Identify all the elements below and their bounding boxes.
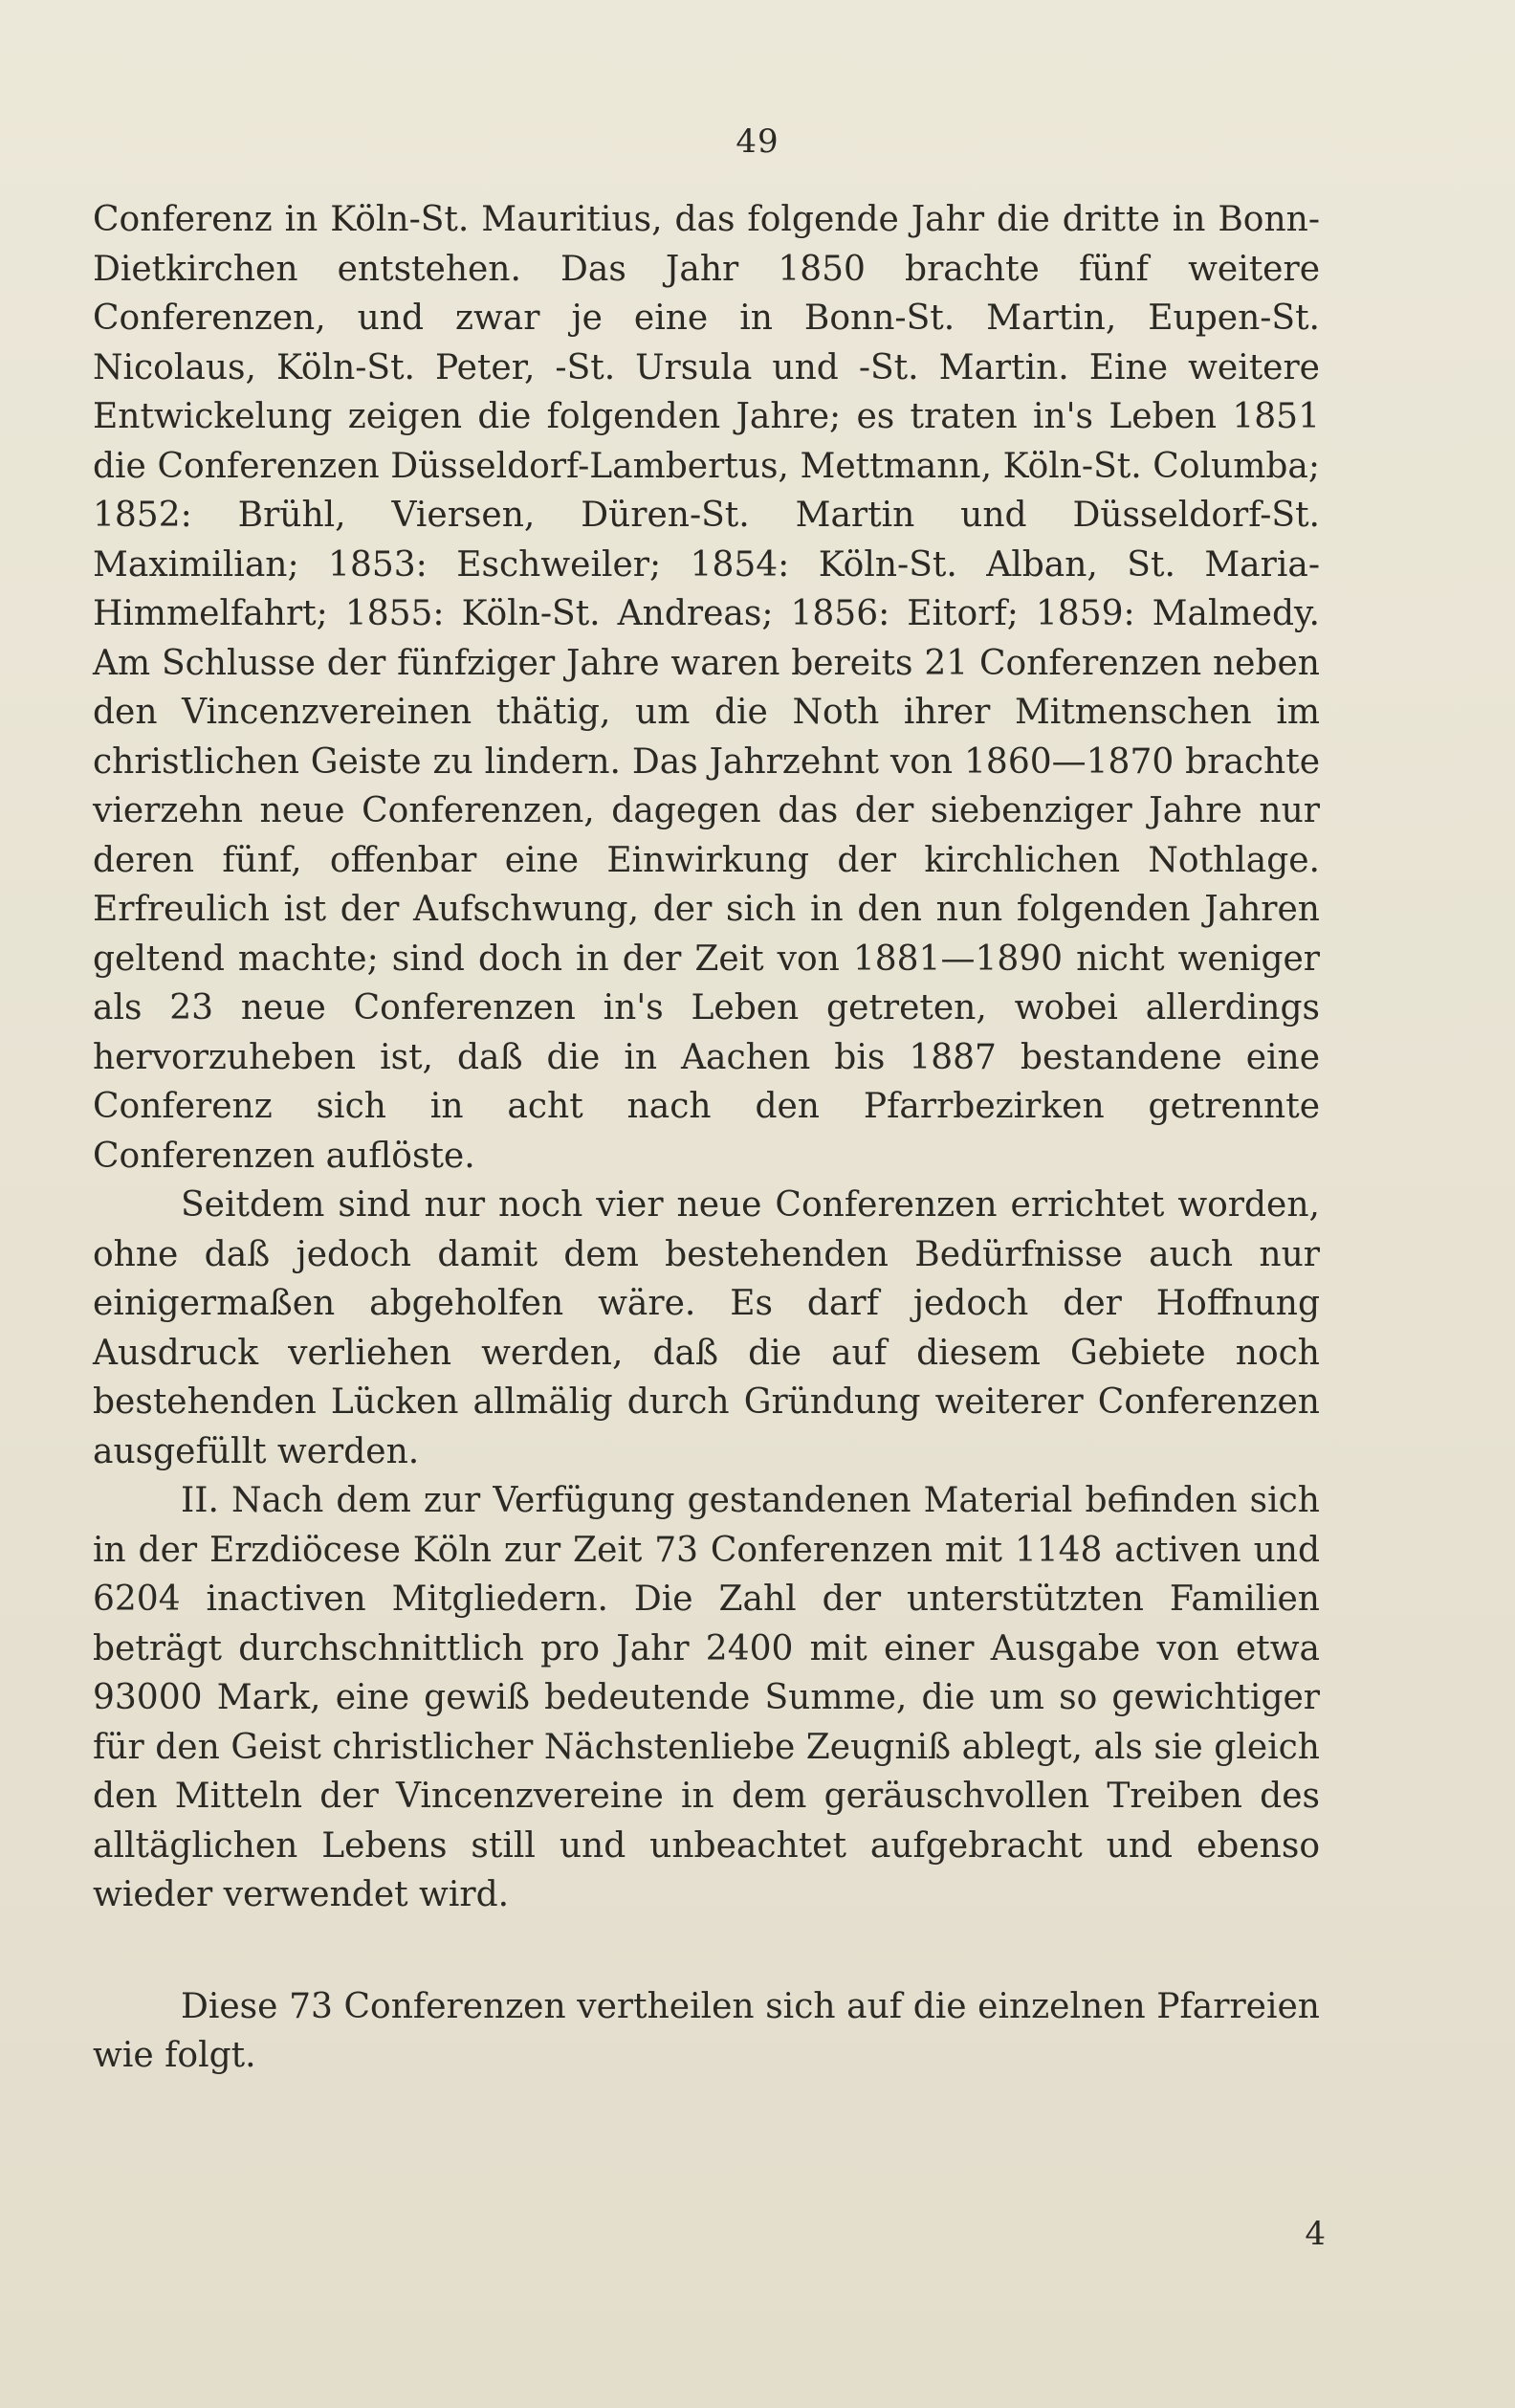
signature-mark: 4 (1305, 2215, 1326, 2253)
page-number: 49 (736, 122, 779, 161)
paragraph-2: Seitdem sind nur noch vier neue Conferenzen errichtet worden, ohne daß jedoch damit dem bestehenden Bedürfnisse auch nur einigermaßen abgeholfen wäre. Es darf jedoch der Hoffnung Ausdruck verliehen werden, daß die auf diesem Gebiete noch bestehenden Lücken allmälig durch Gründung weiterer Conferenzen ausgefüllt werden. (93, 1185, 1320, 1471)
paragraph-4: Diese 73 Conferenzen vertheilen sich auf die einzelnen Pfarreien wie folgt. (93, 1986, 1320, 2075)
body-text (93, 195, 1320, 2081)
paragraph-3: II. Nach dem zur Verfügung gestandenen Material befinden sich in der Erzdiöcese Köln zur Zeit 73 Conferenzen mit 1148 activen und 6204 inactiven Mitgliedern. Die Zahl der unterstützten Familien beträgt durchschnittlich pro Jahr 2400 mit einer Ausgabe von etwa 93000 Mark, eine gewiß bedeutende Summe, die um so gewichtiger für den Geist christlicher Nächstenliebe Zeugniß ablegt, als sie gleich den Mitteln der Vincenzvereine in dem geräuschvollen Treiben des alltäglichen Lebens still und unbeachtet aufgebracht und ebenso wieder verwendet wird. (93, 1481, 1320, 1914)
paragraph-1: Conferenz in Köln-St. Mauritius, das folgende Jahr die dritte in Bonn-Dietkirchen entstehen. Das Jahr 1850 brachte fünf weitere Conferenzen, und zwar je eine in Bonn-St. Martin, Eupen-St. Nicolaus, Köln-St. Peter, -St. Ursula und -St. Martin. Eine weitere Entwickelung zeigen die folgenden Jahre; es traten in's Leben 1851 die Conferenzen Düsseldorf-Lambertus, Mettmann, Köln-St. Columba; 1852: Brühl, Viersen, Düren-St. Martin und Düsseldorf-St. Maximilian; 1853: Eschweiler; 1854: Köln-St. Alban, St. Maria-Himmelfahrt; 1855: Köln-St. Andreas; 1856: Eitorf; 1859: Malmedy. Am Schlusse der fünfziger Jahre waren bereits 21 Conferenzen neben den Vincenzvereinen thätig, um die Noth ihrer Mitmenschen im christlichen Geiste zu lindern. Das Jahrzehnt von 1860—1870 brachte vierzehn neue Conferenzen, dagegen das der siebenziger Jahre nur deren fünf, offenbar eine Einwirkung der kirchlichen Nothlage. Erfreulich ist der Aufschwung, der sich in den nun folgenden Jahren geltend machte; sind doch in der Zeit von 1881—1890 nicht weniger als 23 neue Conferenzen in's Leben getreten, wobei allerdings hervorzuheben ist, daß die in Aachen bis 1887 bestandene eine Conferenz sich in acht nach den Pfarrbezirken getrennte Conferenzen auflöste. (93, 200, 1320, 1176)
